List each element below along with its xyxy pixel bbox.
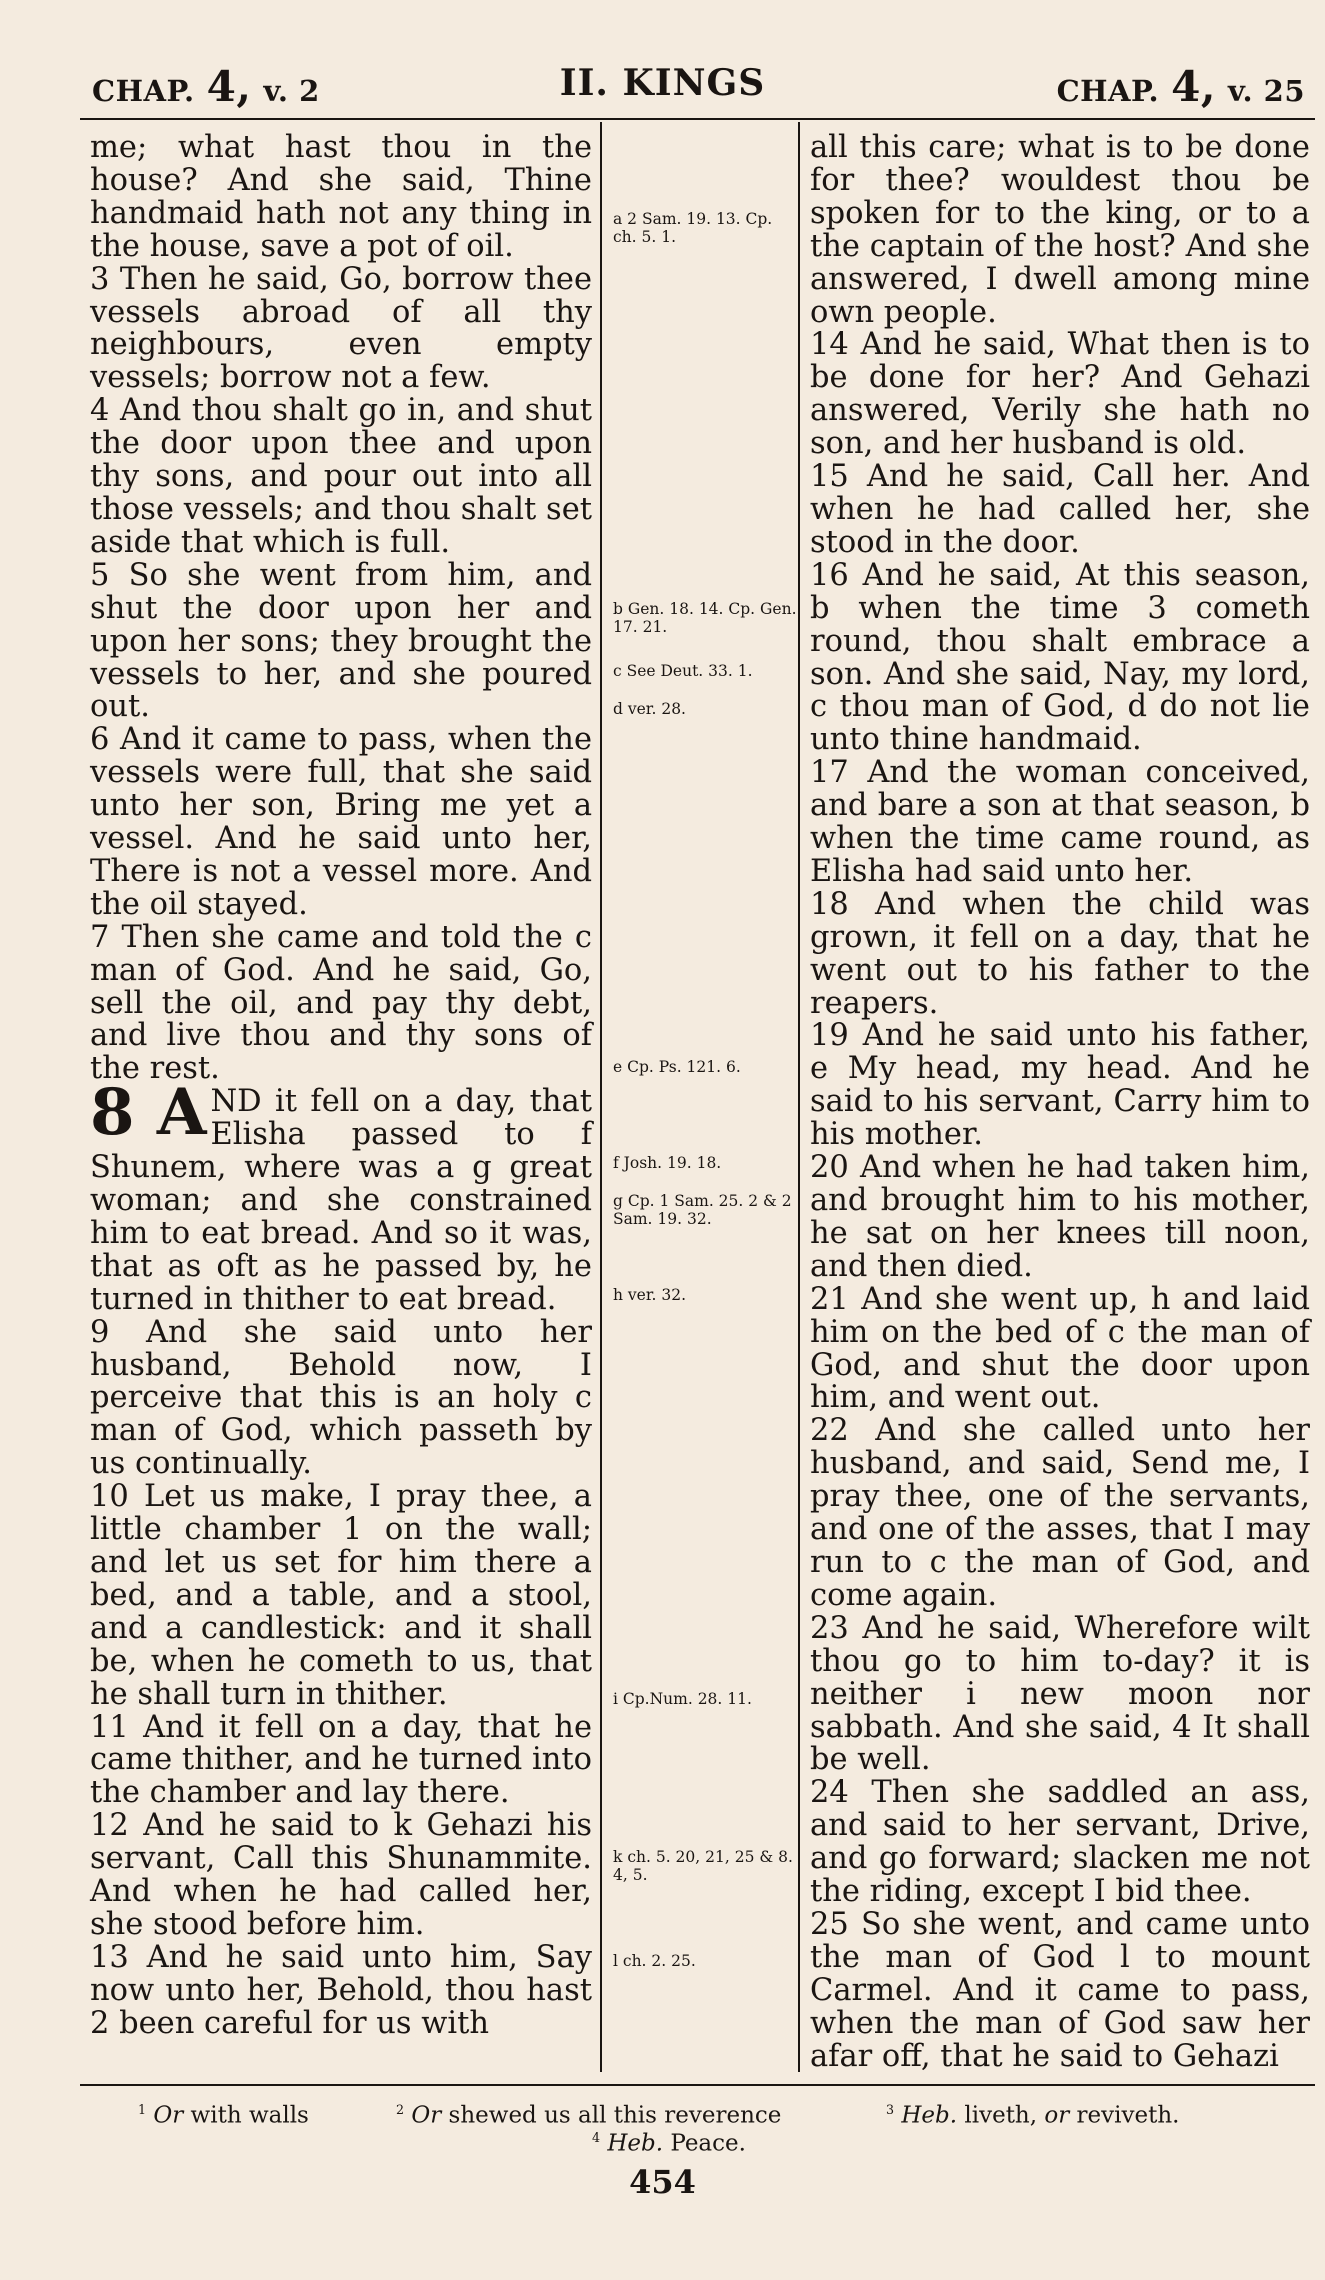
verse-text: 6 And it came to pass, when the vessels were full, that she said unto her son, Bring me yet a vessel. And he said unto her, There is not a vessel more. And the oil stayed.	[90, 722, 592, 922]
verse-text: 25 So she went, and came unto the man of God l to mount Carmel. And it came to pass, when the man of God saw her afar off, that he said to Gehazi	[810, 1906, 1310, 2074]
margin-ref: b Gen. 18. 14. Cp. Gen. 17. 21.	[613, 600, 797, 636]
footnote-text: reviveth.	[1076, 2102, 1180, 2129]
verse-8	[90, 1075, 592, 1317]
verse-text: 16 And he said, At this season, b when the time 3 cometh round, thou shalt embrace a son. And she said, Nay, my lord, c thou man of God, d do not lie unto thine handmaid.	[810, 557, 1310, 758]
column-divider-right	[798, 122, 800, 2072]
footnote-marker: 3	[886, 2102, 895, 2117]
header-rule	[80, 118, 1315, 120]
book-title: II. KINGS	[559, 62, 766, 104]
verse-text: 15 And he said, Call her. And when he had called her, she stood in the door.	[810, 459, 1310, 560]
margin-ref: h ver. 32.	[613, 1286, 687, 1304]
verse-text: 18 And when the child was grown, it fell on a day, that he went out to his father to the reapers.	[810, 886, 1310, 1021]
footnote-abbrev: or	[1044, 2102, 1070, 2129]
verse-text: 23 And he said, Wherefore wilt thou go to him to-day? it is neither i new moon nor sabbath. And she said, 4 It shall be well.	[810, 1610, 1310, 1778]
column-divider-left	[600, 122, 602, 2072]
verse-text: 13 And he said unto him, Say now unto her, Behold, thou hast 2 been careful for us with	[90, 1939, 592, 2041]
verse-text: 21 And she went up, h and laid him on the bed of c the man of God, and shut the door upon him, and went out.	[810, 1281, 1310, 1416]
footnote-rule	[80, 2084, 1315, 2086]
footnote-3	[886, 2102, 1179, 2129]
footnote-abbrev: Heb.	[901, 2102, 958, 2129]
chap-number-right: 4,	[1171, 62, 1217, 111]
margin-ref: l ch. 2. 25.	[613, 1952, 696, 1970]
footnote-text: liveth,	[964, 2102, 1038, 2129]
verse-text: 12 And he said to k Gehazi his servant, Call this Shunammite. And when he had called her, she stood before him.	[90, 1808, 592, 1942]
footnote-marker: 4	[592, 2130, 601, 2145]
verse-text: 7 Then she came and told the c man of God. And he said, Go, sell the oil, and pay thy debt, and live thou and thy sons of the rest.	[90, 919, 592, 1087]
footnote-2	[396, 2102, 781, 2129]
verse-text: 14 And he said, What then is to be done for her? And Gehazi answered, Verily she hath no son, and her husband is old.	[810, 327, 1310, 462]
verse-text: 5 So she went from him, and shut the door upon her and upon her sons; they brought the vessels to her, and she poured out.	[90, 557, 592, 725]
header-right	[1057, 62, 1305, 111]
verse-label-right: v. 25	[1228, 74, 1305, 108]
margin-ref: e Cp. Ps. 121. 6.	[613, 1058, 741, 1076]
margin-ref: f Josh. 19. 18.	[613, 1154, 722, 1172]
footnote-marker: 2	[396, 2102, 405, 2117]
verse-text: 24 Then she saddled an ass, and said to her servant, Drive, and go forward; slacken me not the riding, except I bid thee.	[810, 1775, 1310, 1910]
verse-text: 22 And she called unto her husband, and said, Send me, I pray thee, one of the servants, and one of the asses, that I may run to c the man of God, and come again.	[810, 1413, 1310, 1613]
margin-ref: d ver. 28.	[613, 700, 686, 718]
footnote-abbrev: Or	[153, 2102, 184, 2129]
verse-text: me; what hast thou in the house? And she said, Thine handmaid hath not any thing in the house, save a pot of oil.	[90, 130, 592, 264]
verse-text: 10 Let us make, I pray thee, a little chamber 1 on the wall; and let us set for him there a bed, and a table, and a stool, and a candlestick: and it shall be, when he cometh to us, that he shall turn in thither.	[90, 1479, 592, 1712]
verse-text: all this care; what is to be done for thee? wouldest thou be spoken for to the king, or to a the captain of the host? And she answered, I dwell among mine own people.	[810, 130, 1310, 330]
margin-references	[605, 122, 795, 2072]
verse-text: ND it fell on a day, that Elisha passed to f Shunem, where was a g great woman; and she constrained him to eat bread. And so it was, that as oft as he passed by, he turned in thither to eat bread.	[90, 1084, 592, 1317]
footnote-text: shewed us all this reverence	[448, 2102, 782, 2129]
margin-ref: i Cp.Num. 28. 11.	[613, 1690, 752, 1708]
footnote-marker: 1	[138, 2102, 147, 2117]
verse-text: 11 And it fell on a day, that he came thither, and he turned into the chamber and lay there.	[90, 1709, 592, 1811]
chap-label-right: CHAP.	[1056, 74, 1160, 108]
left-text-column	[90, 132, 592, 2041]
verse-text: 20 And when he had taken him, and brought him to his mother, he sat on her knees till noon, and then died.	[810, 1150, 1310, 1284]
footnote-abbrev: Or	[411, 2102, 442, 2129]
verse-text: 17 And the woman conceived, and bare a son at that season, b when the time came round, as Elisha had said unto her.	[810, 755, 1310, 889]
verse-text: 9 And she said unto her husband, Behold now, I perceive that this is an holy c man of God, which passeth by us continually.	[90, 1314, 592, 1482]
margin-ref: g Cp. 1 Sam. 25. 2 & 2 Sam. 19. 32.	[613, 1192, 792, 1228]
chap-number-left: 4,	[206, 62, 252, 111]
footnote-4	[592, 2130, 746, 2157]
footnote-text: Peace.	[670, 2130, 746, 2157]
verse-text: 19 And he said unto his father, e My head, my head. And he said to his servant, Carry him to his mother.	[810, 1018, 1310, 1153]
right-text-column	[810, 132, 1310, 2073]
margin-ref: a 2 Sam. 19. 13. Cp. ch. 5. 1.	[613, 210, 773, 246]
footnote-text: with walls	[190, 2102, 309, 2129]
chap-label-left: CHAP.	[92, 74, 195, 108]
verse-text: 4 And thou shalt go in, and shut the door upon thee and upon thy sons, and pour out into all those vessels; and thou shalt set aside that which is full.	[90, 393, 592, 560]
verse-text: 3 Then he said, Go, borrow thee vessels abroad of all thy neighbours, even empty vessels; borrow not a few.	[90, 261, 592, 396]
margin-ref: k ch. 5. 20, 21, 25 & 8. 4, 5.	[613, 1848, 793, 1884]
footnote-1	[138, 2102, 309, 2129]
verse-label-left: v. 2	[263, 74, 320, 108]
footnote-abbrev: Heb.	[607, 2130, 664, 2157]
page-number: 454	[629, 2163, 696, 2201]
margin-ref: c See Deut. 33. 1.	[613, 662, 753, 680]
drop-cap: 8 A	[90, 1075, 207, 1151]
